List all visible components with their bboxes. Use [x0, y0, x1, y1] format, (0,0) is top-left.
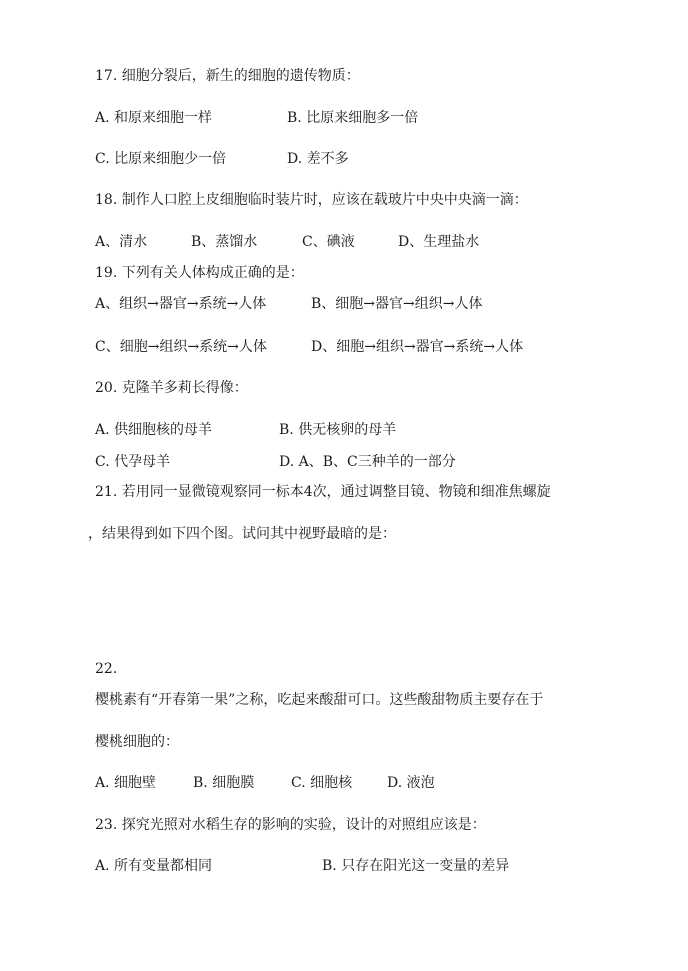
question-18-option-b: B、蒸馏水 [191, 234, 258, 250]
question-22-stem-text-1: 樱桃素有“开春第一果”之称，吃起来酸甜可口。这些酸甜物质主要存在于 [95, 692, 544, 708]
question-19-option-d: D、细胞→组织→器官→系统→人体 [311, 339, 524, 355]
question-23-stem-text: 23. 探究光照对水稻生存的影响的实验，设计的对照组应该是： [95, 817, 486, 833]
question-20-stem-text: 20. 克隆羊多莉长得像： [95, 380, 248, 396]
question-19-option-b: B、细胞→器官→组织→人体 [311, 296, 483, 312]
question-17-option-a: A. 和原来细胞一样 [95, 110, 213, 126]
question-22-number-text: 22. [95, 661, 118, 677]
question-17-option-d: D. 差不多 [287, 151, 349, 167]
question-17-option-c: C. 比原来细胞少一倍 [95, 151, 227, 167]
question-20-option-d: D. A、B、C三种羊的一部分 [279, 454, 456, 470]
question-20-option-c: C. 代孕母羊 [95, 454, 171, 470]
question-21-stem-text-1: 21. 若用同一显微镜观察同一标本4次，通过调整目镜、物镜和细准焦螺旋 [95, 484, 551, 500]
question-23-option-a: A. 所有变量都相同 [95, 858, 213, 874]
question-22-option-c: C. 细胞核 [291, 775, 353, 791]
question-23-option-b: B. 只存在阳光这一变量的差异 [322, 858, 510, 874]
question-18-option-a: A、清水 [95, 234, 148, 250]
question-19-option-a: A、组织→器官→系统→人体 [95, 296, 267, 312]
question-22-option-b: B. 细胞膜 [193, 775, 255, 791]
question-17-option-b: B. 比原来细胞多一倍 [287, 110, 419, 126]
question-22-stem-text-2: 樱桃细胞的： [95, 734, 179, 750]
question-19-option-c: C、细胞→组织→系统→人体 [95, 339, 267, 355]
question-20-option-a: A. 供细胞核的母羊 [95, 422, 213, 438]
question-21-stem-text-2: ，结果得到如下四个图。试问其中视野最暗的是： [88, 526, 396, 542]
question-22-option-d: D. 液泡 [387, 775, 435, 791]
question-18-option-c: C、碘液 [302, 234, 355, 250]
question-18-stem-text: 18. 制作人口腔上皮细胞临时装片时，应该在载玻片中央中央滴一滴： [95, 192, 528, 208]
question-17-stem-text: 17. 细胞分裂后，新生的细胞的遗传物质： [95, 68, 360, 84]
question-20-option-b: B. 供无核卵的母羊 [279, 422, 397, 438]
question-19-stem-text: 19. 下列有关人体构成正确的是： [95, 265, 304, 281]
question-22-option-a: A. 细胞壁 [95, 775, 157, 791]
question-18-option-d: D、生理盐水 [398, 234, 480, 250]
